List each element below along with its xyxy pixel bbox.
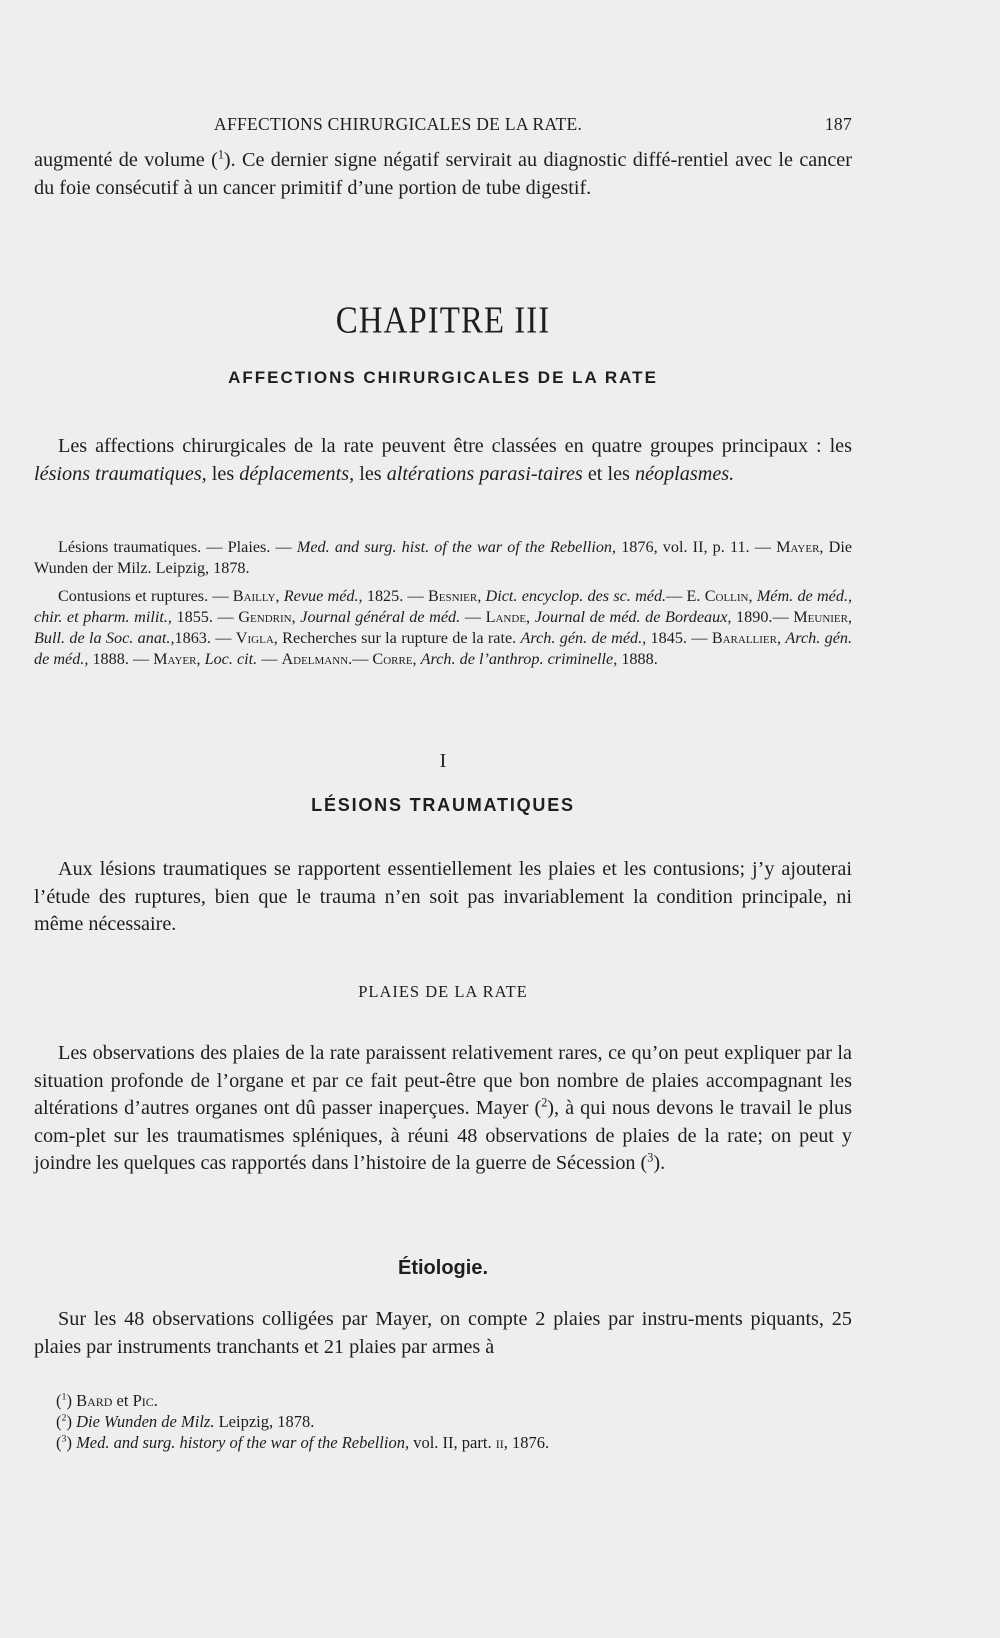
author-name: Vigla,: [235, 629, 278, 647]
text: et les: [582, 462, 635, 485]
citation-title: Arch. gén. de méd.,: [34, 629, 853, 668]
author-name: Adelmann.: [281, 650, 353, 668]
running-title: AFFECTIONS CHIRURGICALES DE LA RATE.: [214, 114, 583, 134]
text: ii: [495, 1433, 504, 1452]
chapter-heading: CHAPITRE III: [335, 300, 551, 342]
chapter-intro-paragraph: [34, 433, 852, 488]
author-name: Meunier,: [793, 608, 853, 626]
footnote-1: ($^1$) Bard et Pic.: [56, 1391, 158, 1410]
text: —: [257, 650, 282, 668]
footnote-mark: 3: [61, 1433, 67, 1445]
footnote-mark: 2: [61, 1412, 67, 1424]
author-name: Corre,: [372, 650, 417, 668]
author-name: Besnier,: [427, 587, 482, 605]
bibliography-plaies: [34, 537, 852, 579]
section-title-block: [34, 795, 852, 816]
text: Contusions et ruptures. —: [58, 587, 233, 605]
text: , 1876.: [503, 1433, 550, 1452]
intro-text-rest: ). Ce dernier signe négatif servirait au diagnostic diffé-rentiel avec le cancer du foie consécutif à un cancer primitif d’une portion de tube digestif.: [34, 149, 852, 199]
etiologie-paragraph: [34, 1306, 852, 1361]
citation-title: Die Wunden de Milz.: [76, 1412, 215, 1431]
citation-title: Med. and surg. hist. of the war of the Rebellion,: [296, 538, 617, 556]
text: Die Wunden der Milz. Leipzig, 1878.: [34, 538, 853, 577]
intro-paragraph: [34, 147, 852, 202]
author-name: Bailly,: [232, 587, 280, 605]
emphasis: lésions traumatiques,: [34, 462, 207, 485]
etiologie-text: Sur les 48 observations colligées par Mayer, on compte 2 plaies par instru-ments piquants, 25 plaies par instruments tranchants et 21 plaies par armes à: [34, 1308, 852, 1358]
footnote-ref: 2: [541, 1095, 548, 1110]
subsection-title-block: [34, 982, 852, 1002]
emphasis: altérations parasi-taires: [386, 462, 583, 485]
author-name: Gendrin,: [238, 608, 296, 626]
text: Lésions traumatiques. — Plaies. —: [58, 538, 297, 556]
citation-title: Med. and surg. history of the war of the Rebellion,: [76, 1433, 410, 1452]
author-name: Mayer,: [153, 650, 201, 668]
citation-title: Journal général de méd.: [300, 608, 461, 626]
text: Recherches sur la rupture de la rate.: [277, 629, 521, 647]
author-name: Collin,: [704, 587, 753, 605]
author-name: Bard: [76, 1391, 113, 1410]
author-name: Lande,: [485, 608, 531, 626]
intro-text: augmenté de volume (: [34, 149, 218, 171]
text: Les observations des plaies de la rate paraissent relativement rares, ce qu’on peut expliquer par la situation profonde de l’organe et par ce fait peut-être que bon nombre de plaies accompagnant les altérations d’autres organes ont dû passer inaperçues. Mayer (: [34, 1042, 852, 1119]
section-number: I: [439, 750, 447, 772]
text: ).: [653, 1152, 666, 1174]
page-number: 187: [824, 114, 852, 134]
citation-title: Bull. de la Soc. anat.,: [34, 629, 175, 647]
chapter-subtitle: AFFECTIONS CHIRURGICALES DE LA RATE: [228, 368, 658, 387]
chapter-subtitle-block: [34, 368, 852, 388]
text: 1876, vol. II, p. 11. —: [616, 538, 777, 556]
text: les: [206, 462, 240, 485]
text: Les affections chirurgicales de la rate peuvent être classées en quatre groupes principaux : les: [58, 435, 852, 457]
subsection-title: PLAIES DE LA RATE: [358, 982, 528, 1001]
text: et: [112, 1391, 133, 1410]
etiologie-heading: Étiologie.: [398, 1257, 488, 1279]
text: 1890.—: [731, 608, 794, 626]
citation-title: Arch. de l’anthrop. criminelle,: [420, 650, 618, 668]
author-name: Barallier,: [711, 629, 782, 647]
section-text: Aux lésions traumatiques se rapportent essentiellement les plaies et les contusions; j’y ajouterai l’étude des ruptures, bien que le trauma n’en soit pas invariablement la condition principale, ni même nécessaire.: [34, 858, 852, 935]
text: vol. II, part.: [409, 1433, 496, 1452]
footnote-2: ($^2$) Die Wunden de Milz. Leipzig, 1878.: [56, 1412, 315, 1431]
section-paragraph: [34, 856, 852, 939]
author-name: Mayer,: [776, 538, 824, 556]
text: 1888.: [617, 650, 658, 668]
bibliography-contusions: [34, 586, 852, 670]
text: 1855. —: [171, 608, 239, 626]
text: 1863. —: [174, 629, 236, 647]
citation-title: Revue méd.,: [283, 587, 363, 605]
etiologie-title-block: [34, 1257, 852, 1280]
footnote-mark: 1: [61, 1391, 67, 1403]
text: —: [460, 608, 486, 626]
citation-title: Loc. cit.: [204, 650, 258, 668]
chapter-title: [34, 300, 852, 342]
text: — E.: [666, 587, 705, 605]
citation-title: Journal de méd. de Bordeaux,: [534, 608, 732, 626]
emphasis: néoplasmes.: [634, 462, 735, 485]
footnote-ref: 1: [217, 147, 224, 162]
text: —: [352, 650, 373, 668]
subsection-paragraph: [34, 1040, 852, 1178]
section-title: LÉSIONS TRAUMATIQUES: [311, 795, 575, 815]
footnote-3: ($^3$) Med. and surg. history of the war of the Rebellion, vol. II, part. ii, 1876.: [56, 1433, 550, 1452]
author-name: Pic.: [132, 1391, 158, 1410]
footnotes: [56, 1390, 846, 1453]
text: 1888. —: [88, 650, 154, 668]
footnote-ref: 3: [647, 1150, 654, 1165]
text: 1845. —: [646, 629, 712, 647]
citation-title: Arch. gén. de méd.,: [520, 629, 647, 647]
text: ), à qui nous devons le travail le plus com-plet sur les traumatismes spléniques, à réuni 48 observations de plaies de la rate; on peut y joindre les quelques cas rapportés dans l’histoire de la guerre de Sécession (: [34, 1097, 852, 1174]
text: les: [354, 462, 387, 485]
citation-title: Dict. encyclop. des sc. méd.: [485, 587, 667, 605]
text: Leipzig, 1878.: [214, 1412, 315, 1431]
emphasis: déplacements,: [239, 462, 355, 485]
citation-title: Mém. de méd., chir. et pharm. milit.,: [34, 587, 853, 626]
text: 1825. —: [362, 587, 428, 605]
section-number-block: [34, 750, 852, 773]
